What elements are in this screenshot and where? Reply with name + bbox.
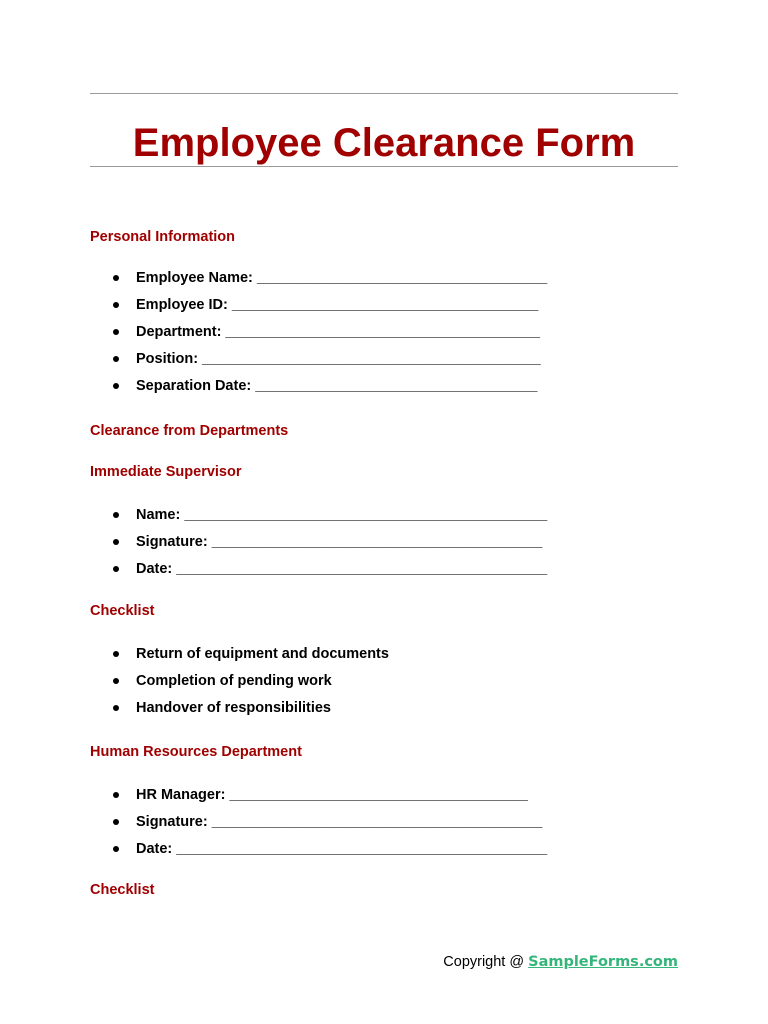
- section-heading-supervisor-checklist: Checklist: [90, 603, 155, 619]
- list-item-department: [110, 323, 547, 350]
- page-title: Employee Clearance Form: [132, 121, 636, 165]
- field-hr-manager: HR Manager: _____________________________________: [136, 787, 528, 803]
- checklist-item-return-equipment: [110, 645, 389, 672]
- checklist-item-label: Return of equipment and documents: [136, 646, 389, 662]
- checklist-item-handover: [110, 699, 389, 726]
- title-divider: [90, 166, 678, 167]
- bullet-icon: [113, 566, 119, 572]
- bullet-icon: [113, 705, 119, 711]
- sampleforms-link[interactable]: SampleForms.com: [528, 954, 678, 970]
- section-heading-hr-checklist: Checklist: [90, 882, 155, 898]
- bullet-icon: [113, 651, 119, 657]
- field-department: Department: _______________________________________: [136, 324, 540, 340]
- section-heading-clearance-from-departments: Clearance from Departments: [90, 423, 289, 439]
- field-position: Position: __________________________________________: [136, 351, 541, 367]
- checklist-item-label: Completion of pending work: [136, 673, 332, 689]
- field-employee-name: Employee Name: ____________________________________: [136, 270, 548, 286]
- bullet-icon: [113, 302, 119, 308]
- bullet-icon: [113, 329, 119, 335]
- list-item-supervisor-signature: [110, 533, 547, 560]
- section-heading-immediate-supervisor: Immediate Supervisor: [90, 464, 242, 480]
- human-resources-list: [110, 786, 547, 867]
- list-item-supervisor-name: [110, 506, 547, 533]
- bullet-icon: [113, 792, 119, 798]
- top-divider: [90, 93, 678, 94]
- list-item-employee-name: [110, 269, 547, 296]
- footer-copyright: [443, 953, 678, 971]
- bullet-icon: [113, 383, 119, 389]
- bullet-icon: [113, 356, 119, 362]
- supervisor-checklist-list: [110, 645, 389, 726]
- field-separation-date: Separation Date: ___________________________________: [136, 378, 538, 394]
- list-item-position: [110, 350, 547, 377]
- bullet-icon: [113, 512, 119, 518]
- immediate-supervisor-list: [110, 506, 547, 587]
- list-item-hr-manager: [110, 786, 547, 813]
- section-heading-human-resources: Human Resources Department: [90, 744, 302, 760]
- section-heading-personal-information: Personal Information: [90, 229, 236, 245]
- field-supervisor-name: Name: _____________________________________________: [136, 507, 548, 523]
- checklist-item-label: Handover of responsibilities: [136, 700, 331, 716]
- field-supervisor-date: Date: ______________________________________________: [136, 561, 548, 577]
- field-employee-id: Employee ID: ______________________________________: [136, 297, 539, 313]
- list-item-supervisor-date: [110, 560, 547, 587]
- bullet-icon: [113, 678, 119, 684]
- bullet-icon: [113, 275, 119, 281]
- bullet-icon: [113, 846, 119, 852]
- list-item-separation-date: [110, 377, 547, 404]
- list-item-hr-signature: [110, 813, 547, 840]
- field-hr-date: Date: ______________________________________________: [136, 841, 548, 857]
- checklist-item-pending-work: [110, 672, 389, 699]
- bullet-icon: [113, 819, 119, 825]
- field-supervisor-signature: Signature: _________________________________________: [136, 534, 543, 550]
- copyright-text: Copyright @: [443, 954, 529, 970]
- field-hr-signature: Signature: _________________________________________: [136, 814, 543, 830]
- list-item-employee-id: [110, 296, 547, 323]
- list-item-hr-date: [110, 840, 547, 867]
- personal-information-list: [110, 269, 547, 404]
- bullet-icon: [113, 539, 119, 545]
